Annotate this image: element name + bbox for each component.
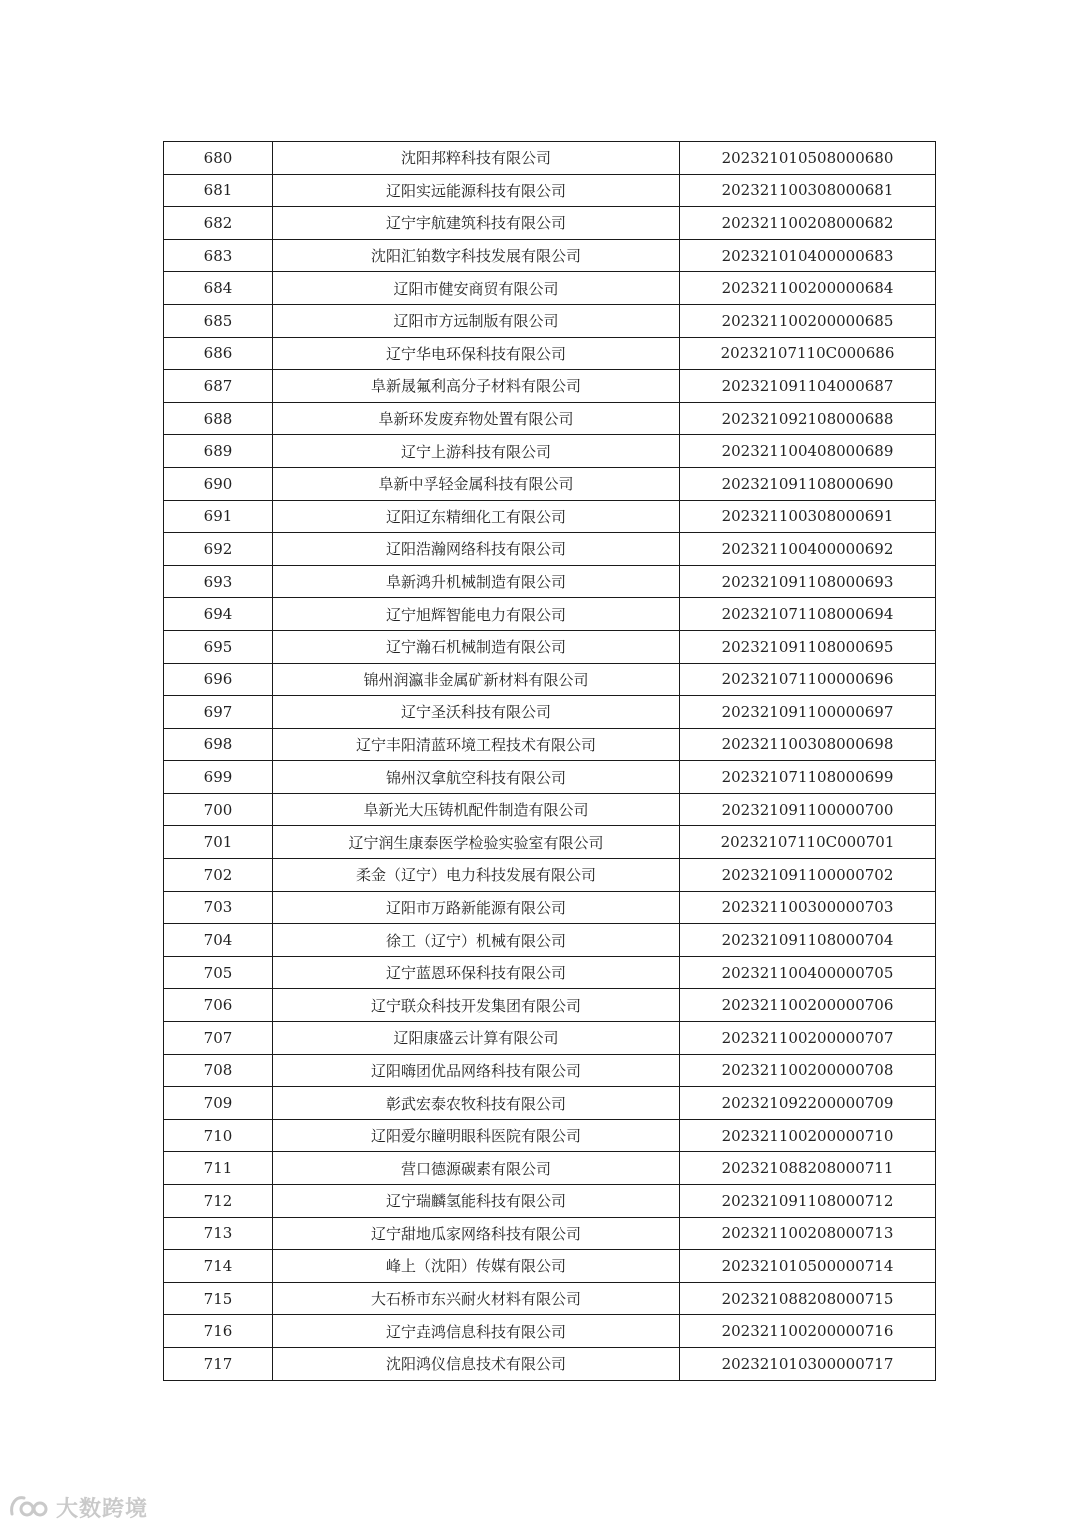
row-number-cell: 698 xyxy=(164,728,273,761)
company-name-cell: 辽阳爱尔瞳明眼科医院有限公司 xyxy=(273,1119,680,1152)
table-row xyxy=(164,142,936,175)
row-number-cell: 702 xyxy=(164,859,273,892)
table-row xyxy=(164,370,936,403)
row-number-cell: 715 xyxy=(164,1282,273,1315)
company-name-cell: 辽阳市万路新能源有限公司 xyxy=(273,891,680,924)
table-row xyxy=(164,402,936,435)
registration-code-cell: 202321071108000694 xyxy=(680,598,936,631)
registration-code-cell: 202321100308000691 xyxy=(680,500,936,533)
row-number-cell: 685 xyxy=(164,304,273,337)
row-number-cell: 688 xyxy=(164,402,273,435)
company-registry-table xyxy=(163,141,936,1381)
table-row xyxy=(164,663,936,696)
registration-code-cell: 20232107110C000701 xyxy=(680,826,936,859)
registration-code-cell: 202321010400000683 xyxy=(680,239,936,272)
table-row xyxy=(164,1282,936,1315)
company-name-cell: 阜新晟氟利高分子材料有限公司 xyxy=(273,370,680,403)
company-name-cell: 辽宁蓝恩环保科技有限公司 xyxy=(273,956,680,989)
table-row xyxy=(164,696,936,729)
registration-code-cell: 202321010508000680 xyxy=(680,142,936,175)
registration-code-cell: 202321091108000690 xyxy=(680,467,936,500)
row-number-cell: 703 xyxy=(164,891,273,924)
brand-logo-icon xyxy=(8,1492,50,1522)
company-name-cell: 柔金（辽宁）电力科技发展有限公司 xyxy=(273,859,680,892)
registration-code-cell: 202321091108000712 xyxy=(680,1185,936,1218)
company-name-cell: 辽宁上游科技有限公司 xyxy=(273,435,680,468)
registration-code-cell: 202321091104000687 xyxy=(680,370,936,403)
company-name-cell: 锦州润瀛非金属矿新材料有限公司 xyxy=(273,663,680,696)
table-row xyxy=(164,859,936,892)
table-row xyxy=(164,956,936,989)
table-row xyxy=(164,1315,936,1348)
company-name-cell: 辽宁瀚石机械制造有限公司 xyxy=(273,630,680,663)
row-number-cell: 683 xyxy=(164,239,273,272)
row-number-cell: 687 xyxy=(164,370,273,403)
table-row xyxy=(164,1087,936,1120)
company-name-cell: 辽阳实远能源科技有限公司 xyxy=(273,174,680,207)
registration-code-cell: 202321100200000706 xyxy=(680,989,936,1022)
row-number-cell: 689 xyxy=(164,435,273,468)
row-number-cell: 697 xyxy=(164,696,273,729)
table-row xyxy=(164,793,936,826)
row-number-cell: 710 xyxy=(164,1119,273,1152)
company-name-cell: 辽宁垚鸿信息科技有限公司 xyxy=(273,1315,680,1348)
row-number-cell: 704 xyxy=(164,924,273,957)
row-number-cell: 686 xyxy=(164,337,273,370)
company-name-cell: 辽宁甜地瓜家网络科技有限公司 xyxy=(273,1217,680,1250)
registration-code-cell: 202321088208000715 xyxy=(680,1282,936,1315)
table-row xyxy=(164,533,936,566)
table-row xyxy=(164,598,936,631)
company-name-cell: 辽宁瑞麟氢能科技有限公司 xyxy=(273,1185,680,1218)
table-row xyxy=(164,565,936,598)
table-row xyxy=(164,826,936,859)
table-row xyxy=(164,1022,936,1055)
registration-code-cell: 202321088208000711 xyxy=(680,1152,936,1185)
row-number-cell: 693 xyxy=(164,565,273,598)
company-name-cell: 阜新光大压铸机配件制造有限公司 xyxy=(273,793,680,826)
registration-code-cell: 202321100308000681 xyxy=(680,174,936,207)
company-name-cell: 辽宁圣沃科技有限公司 xyxy=(273,696,680,729)
row-number-cell: 706 xyxy=(164,989,273,1022)
row-number-cell: 713 xyxy=(164,1217,273,1250)
registration-code-cell: 202321100208000713 xyxy=(680,1217,936,1250)
table-row xyxy=(164,337,936,370)
company-name-cell: 辽宁旭辉智能电力有限公司 xyxy=(273,598,680,631)
row-number-cell: 709 xyxy=(164,1087,273,1120)
table-row xyxy=(164,761,936,794)
row-number-cell: 680 xyxy=(164,142,273,175)
registration-code-cell: 202321010500000714 xyxy=(680,1250,936,1283)
registration-code-cell: 202321091100000697 xyxy=(680,696,936,729)
registration-code-cell: 202321091100000700 xyxy=(680,793,936,826)
table-row xyxy=(164,1119,936,1152)
row-number-cell: 695 xyxy=(164,630,273,663)
table-row xyxy=(164,630,936,663)
row-number-cell: 707 xyxy=(164,1022,273,1055)
company-name-cell: 营口德源碳素有限公司 xyxy=(273,1152,680,1185)
registration-code-cell: 202321100200000708 xyxy=(680,1054,936,1087)
row-number-cell: 717 xyxy=(164,1347,273,1380)
table-row xyxy=(164,1152,936,1185)
table-row xyxy=(164,989,936,1022)
table-row xyxy=(164,467,936,500)
row-number-cell: 691 xyxy=(164,500,273,533)
registration-code-cell: 202321010300000717 xyxy=(680,1347,936,1380)
table-row xyxy=(164,1217,936,1250)
table-row xyxy=(164,1054,936,1087)
table-row xyxy=(164,174,936,207)
registration-code-cell: 202321100400000692 xyxy=(680,533,936,566)
registration-code-cell: 202321100200000710 xyxy=(680,1119,936,1152)
table-row xyxy=(164,1185,936,1218)
company-name-cell: 辽阳康盛云计算有限公司 xyxy=(273,1022,680,1055)
registration-code-cell: 202321092200000709 xyxy=(680,1087,936,1120)
registration-code-cell: 202321100300000703 xyxy=(680,891,936,924)
row-number-cell: 696 xyxy=(164,663,273,696)
company-name-cell: 彰武宏泰农牧科技有限公司 xyxy=(273,1087,680,1120)
company-name-cell: 沈阳汇铂数字科技发展有限公司 xyxy=(273,239,680,272)
row-number-cell: 705 xyxy=(164,956,273,989)
row-number-cell: 690 xyxy=(164,467,273,500)
row-number-cell: 682 xyxy=(164,207,273,240)
row-number-cell: 712 xyxy=(164,1185,273,1218)
table-row xyxy=(164,304,936,337)
company-name-cell: 辽宁润生康泰医学检验实验室有限公司 xyxy=(273,826,680,859)
registration-code-cell: 202321091108000704 xyxy=(680,924,936,957)
company-name-cell: 辽阳市方远制版有限公司 xyxy=(273,304,680,337)
table-row xyxy=(164,207,936,240)
row-number-cell: 692 xyxy=(164,533,273,566)
company-name-cell: 辽阳市健安商贸有限公司 xyxy=(273,272,680,305)
table-row xyxy=(164,500,936,533)
row-number-cell: 716 xyxy=(164,1315,273,1348)
company-name-cell: 大石桥市东兴耐火材料有限公司 xyxy=(273,1282,680,1315)
table-row xyxy=(164,728,936,761)
row-number-cell: 684 xyxy=(164,272,273,305)
registration-code-cell: 202321100200000685 xyxy=(680,304,936,337)
registration-code-cell: 202321100408000689 xyxy=(680,435,936,468)
watermark-text: 大数跨境 xyxy=(56,1496,149,1522)
row-number-cell: 681 xyxy=(164,174,273,207)
company-name-cell: 徐工（辽宁）机械有限公司 xyxy=(273,924,680,957)
company-name-cell: 辽宁华电环保科技有限公司 xyxy=(273,337,680,370)
watermark xyxy=(8,1489,148,1525)
row-number-cell: 701 xyxy=(164,826,273,859)
registration-code-cell: 202321092108000688 xyxy=(680,402,936,435)
registration-code-cell: 202321091108000693 xyxy=(680,565,936,598)
company-name-cell: 峰上（沈阳）传媒有限公司 xyxy=(273,1250,680,1283)
row-number-cell: 714 xyxy=(164,1250,273,1283)
registration-code-cell: 20232107110C000686 xyxy=(680,337,936,370)
registration-code-cell: 202321100308000698 xyxy=(680,728,936,761)
company-name-cell: 辽阳辽东精细化工有限公司 xyxy=(273,500,680,533)
registration-code-cell: 202321100208000682 xyxy=(680,207,936,240)
registration-code-cell: 202321100200000684 xyxy=(680,272,936,305)
registration-code-cell: 202321100400000705 xyxy=(680,956,936,989)
table-body xyxy=(164,142,936,1381)
table-row xyxy=(164,272,936,305)
company-name-cell: 阜新鸿升机械制造有限公司 xyxy=(273,565,680,598)
company-name-cell: 阜新中孚轻金属科技有限公司 xyxy=(273,467,680,500)
company-name-cell: 阜新环发废弃物处置有限公司 xyxy=(273,402,680,435)
row-number-cell: 694 xyxy=(164,598,273,631)
table-row xyxy=(164,239,936,272)
company-name-cell: 辽阳嗨团优品网络科技有限公司 xyxy=(273,1054,680,1087)
company-name-cell: 锦州汉拿航空科技有限公司 xyxy=(273,761,680,794)
table-row xyxy=(164,924,936,957)
registration-code-cell: 202321100200000716 xyxy=(680,1315,936,1348)
registration-code-cell: 202321071108000699 xyxy=(680,761,936,794)
company-name-cell: 辽阳浩瀚网络科技有限公司 xyxy=(273,533,680,566)
registration-code-cell: 202321091108000695 xyxy=(680,630,936,663)
registration-code-cell: 202321091100000702 xyxy=(680,859,936,892)
registration-code-cell: 202321100200000707 xyxy=(680,1022,936,1055)
table-row xyxy=(164,891,936,924)
table-row xyxy=(164,435,936,468)
company-name-cell: 沈阳鸿仪信息技术有限公司 xyxy=(273,1347,680,1380)
company-name-cell: 辽宁联众科技开发集团有限公司 xyxy=(273,989,680,1022)
table-row xyxy=(164,1250,936,1283)
row-number-cell: 711 xyxy=(164,1152,273,1185)
company-name-cell: 辽宁丰阳清蓝环境工程技术有限公司 xyxy=(273,728,680,761)
row-number-cell: 708 xyxy=(164,1054,273,1087)
table-row xyxy=(164,1347,936,1380)
row-number-cell: 699 xyxy=(164,761,273,794)
company-name-cell: 辽宁宇航建筑科技有限公司 xyxy=(273,207,680,240)
row-number-cell: 700 xyxy=(164,793,273,826)
company-name-cell: 沈阳邦粹科技有限公司 xyxy=(273,142,680,175)
registration-code-cell: 202321071100000696 xyxy=(680,663,936,696)
